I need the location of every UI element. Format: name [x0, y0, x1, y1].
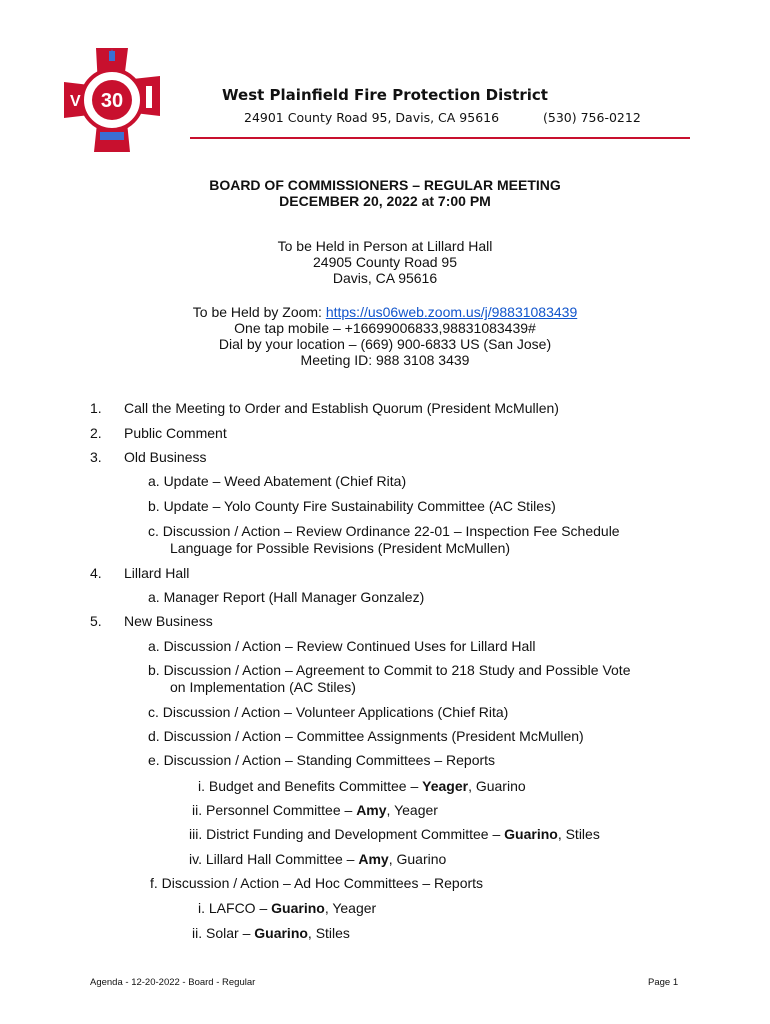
agenda-subitem: b. Discussion / Action – Agreement to Commit to 218 Study and Possible Vote: [148, 662, 631, 678]
in-person-line-2: 24905 County Road 95: [313, 254, 457, 270]
agenda-subitem: c. Discussion / Action – Volunteer Applications (Chief Rita): [148, 704, 509, 720]
agenda-item: New Business: [124, 613, 213, 629]
committee-item: iii. District Funding and Development Committee – Guarino, Stiles: [189, 826, 600, 842]
item-number: 4.: [90, 565, 102, 581]
agenda-item: Public Comment: [124, 425, 227, 441]
org-name: West Plainfield Fire Protection District: [222, 86, 548, 104]
agenda-subitem: a. Discussion / Action – Review Continued Uses for Lillard Hall: [148, 638, 536, 654]
agenda-subitem: b. Update – Yolo County Fire Sustainability Committee (AC Stiles): [148, 498, 556, 514]
agenda-subitem: d. Discussion / Action – Committee Assignments (President McMullen): [148, 728, 584, 744]
footer-page-number: Page 1: [648, 977, 679, 988]
agenda-subitem-cont: Language for Possible Revisions (President McMullen): [170, 540, 511, 556]
agenda-item: Old Business: [124, 449, 207, 465]
meeting-title: BOARD OF COMMISSIONERS – REGULAR MEETING: [209, 177, 561, 193]
committee-item: iv. Lillard Hall Committee – Amy, Guarino: [189, 851, 447, 867]
in-person-line-1: To be Held in Person at Lillard Hall: [277, 238, 493, 254]
committee-item: ii. Personnel Committee – Amy, Yeager: [192, 802, 438, 818]
header-divider: [190, 137, 690, 139]
committee-item: i. Budget and Benefits Committee – Yeager, Guarino: [198, 778, 526, 794]
one-tap-mobile: One tap mobile – +16699006833,98831083439#: [234, 320, 536, 336]
item-number: 1.: [90, 400, 102, 416]
zoom-line: [0, 304, 770, 320]
agenda-subitem-cont: on Implementation (AC Stiles): [170, 679, 356, 695]
zoom-link[interactable]: https://us06web.zoom.us/j/98831083439: [325, 304, 578, 320]
svg-text:30: 30: [100, 90, 124, 112]
fire-department-logo: [56, 44, 168, 156]
agenda-subitem: e. Discussion / Action – Standing Committees – Reports: [148, 752, 496, 768]
agenda-subitem: a. Manager Report (Hall Manager Gonzalez): [148, 589, 425, 605]
item-number: 5.: [90, 613, 102, 629]
agenda-subitem: a. Update – Weed Abatement (Chief Rita): [148, 473, 407, 489]
agenda-subitem: c. Discussion / Action – Review Ordinance 22-01 – Inspection Fee Schedule: [148, 523, 620, 539]
org-address: 24901 County Road 95, Davis, CA 95616: [244, 110, 500, 125]
in-person-line-3: Davis, CA 95616: [332, 270, 438, 286]
footer-doc-name: Agenda - 12-20-2022 - Board - Regular: [90, 977, 256, 988]
item-number: 2.: [90, 425, 102, 441]
agenda-item: Call the Meeting to Order and Establish Quorum (President McMullen): [124, 400, 559, 416]
meeting-date: DECEMBER 20, 2022 at 7:00 PM: [279, 193, 491, 209]
svg-text:V: V: [70, 93, 81, 110]
meeting-id: Meeting ID: 988 3108 3439: [300, 352, 470, 368]
agenda-item: Lillard Hall: [124, 565, 190, 581]
committee-item: i. LAFCO – Guarino, Yeager: [198, 900, 377, 916]
agenda-subitem: f. Discussion / Action – Ad Hoc Committees – Reports: [150, 875, 484, 891]
item-number: 3.: [90, 449, 102, 465]
committee-item: ii. Solar – Guarino, Stiles: [192, 925, 350, 941]
org-phone: (530) 756-0212: [543, 110, 641, 125]
dial-by-location: Dial by your location – (669) 900-6833 US (San Jose): [218, 336, 552, 352]
zoom-prefix: To be Held by Zoom:: [192, 304, 326, 320]
